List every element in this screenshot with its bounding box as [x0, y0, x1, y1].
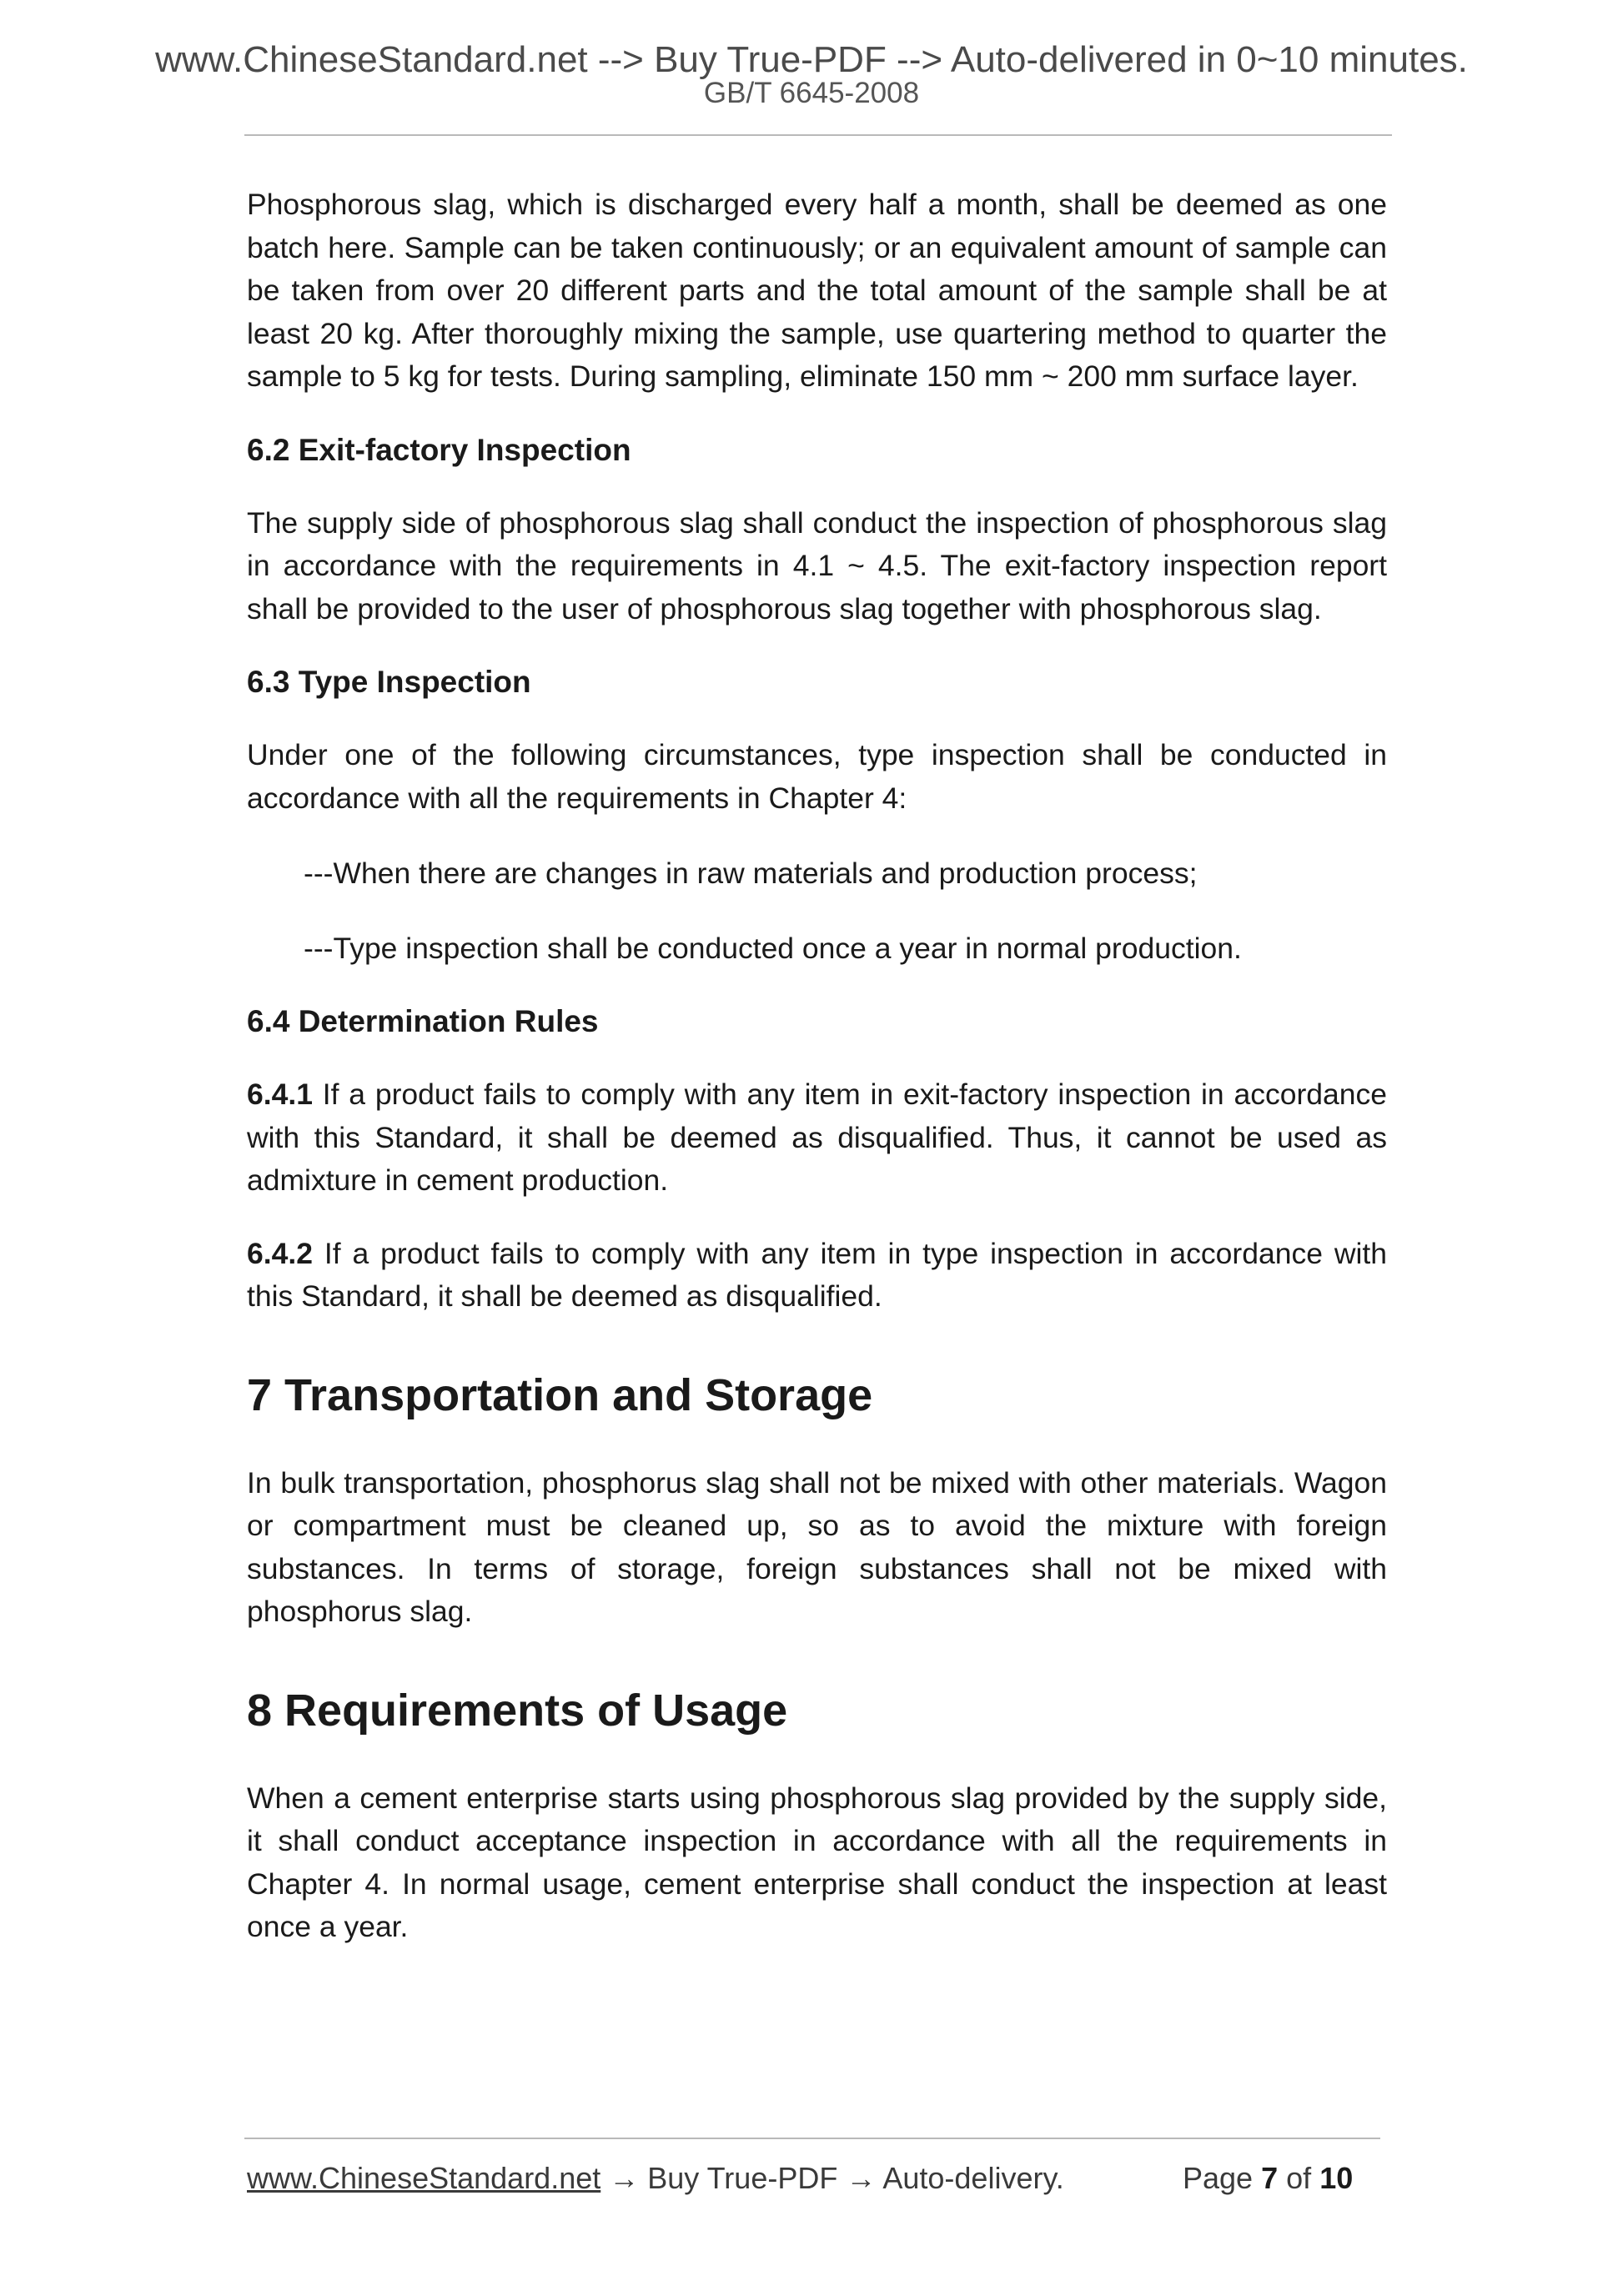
header-divider — [244, 134, 1392, 136]
paragraph-6-4-2 — [247, 1233, 1387, 1319]
list-item: ---Type inspection shall be conducted once a year in normal production. — [304, 932, 1242, 965]
heading-6-3: 6.3 Type Inspection — [247, 665, 531, 699]
heading-8: 8 Requirements of Usage — [247, 1685, 788, 1736]
delivery-text: Auto-delivery. — [882, 2161, 1064, 2195]
header-banner: www.ChineseStandard.net --> Buy True-PDF --> Auto-delivered in 0~10 minutes. — [155, 39, 1468, 80]
buy-text: Buy True-PDF — [647, 2161, 838, 2195]
paragraph-7: In bulk transportation, phosphorus slag shall not be mixed with other materials. Wagon or compartment must be cleaned up, so as to avoid the mixture with foreign substances. In terms of storage, foreign substances shall not be mixed with phosphorus slag. — [247, 1465, 1387, 1628]
paragraph-6-3: Under one of the following circumstances, type inspection shall be conducted in accordance with all the requirements in Chapter 4: — [247, 738, 1387, 815]
page-indicator — [1183, 2161, 1353, 2196]
heading-6-2: 6.2 Exit-factory Inspection — [247, 432, 631, 467]
page-number: 7 — [1261, 2161, 1279, 2195]
page-label: Page — [1183, 2161, 1254, 2195]
clause-text: If a product fails to comply with any item in type inspection in accordance with this Standard, it shall be deemed as disqualified. — [247, 1236, 1387, 1313]
paragraph-8: When a cement enterprise starts using phosphorous slag provided by the supply side, it shall conduct acceptance inspection in accordance with all the requirements in Chapter 4. In normal usage, cement enterprise shall conduct the inspection at least once a year. — [247, 1781, 1387, 1943]
clause-number: 6.4.2 — [247, 1236, 313, 1270]
footer-divider — [244, 2138, 1380, 2139]
list-item: ---When there are changes in raw materials and production process; — [304, 857, 1198, 890]
arrow-icon: → — [837, 2161, 883, 2195]
standard-code: GB/T 6645-2008 — [703, 77, 920, 109]
paragraph-6-2: The supply side of phosphorous slag shall conduct the inspection of phosphorous slag in accordance with the requirements in 4.1 ~ 4.5. The exit-factory inspection report shall be provided to the user of phosphorous slag together with phosphorous slag. — [247, 505, 1387, 625]
heading-7: 7 Transportation and Storage — [247, 1369, 873, 1420]
intro-paragraph: Phosphorous slag, which is discharged every half a month, shall be deemed as one batch here. Sample can be taken continuously; or an equivalent amount of sample can be taken from over 20 different parts and the total amount of the sample shall be at least 20 kg. After thoroughly mixing the sample, use quartering method to quarter the sample to 5 kg for tests. During sampling, eliminate 150 mm ~ 200 mm surface layer. — [247, 188, 1387, 393]
paragraph-6-4-1 — [247, 1073, 1387, 1203]
arrow-icon: → — [600, 2161, 648, 2195]
site-link[interactable]: www.ChineseStandard.net — [247, 2161, 601, 2195]
clause-text: If a product fails to comply with any item in exit-factory inspection in accordance with this Standard, it shall be deemed as disqualified. Thus, it cannot be used as admixture in cement production. — [247, 1078, 1387, 1197]
footer-links — [247, 2161, 1064, 2196]
total-pages: 10 — [1319, 2161, 1354, 2195]
of-label: of — [1286, 2161, 1312, 2195]
heading-6-4: 6.4 Determination Rules — [247, 1004, 599, 1038]
page-content — [247, 183, 1387, 1949]
clause-number: 6.4.1 — [247, 1078, 313, 1111]
